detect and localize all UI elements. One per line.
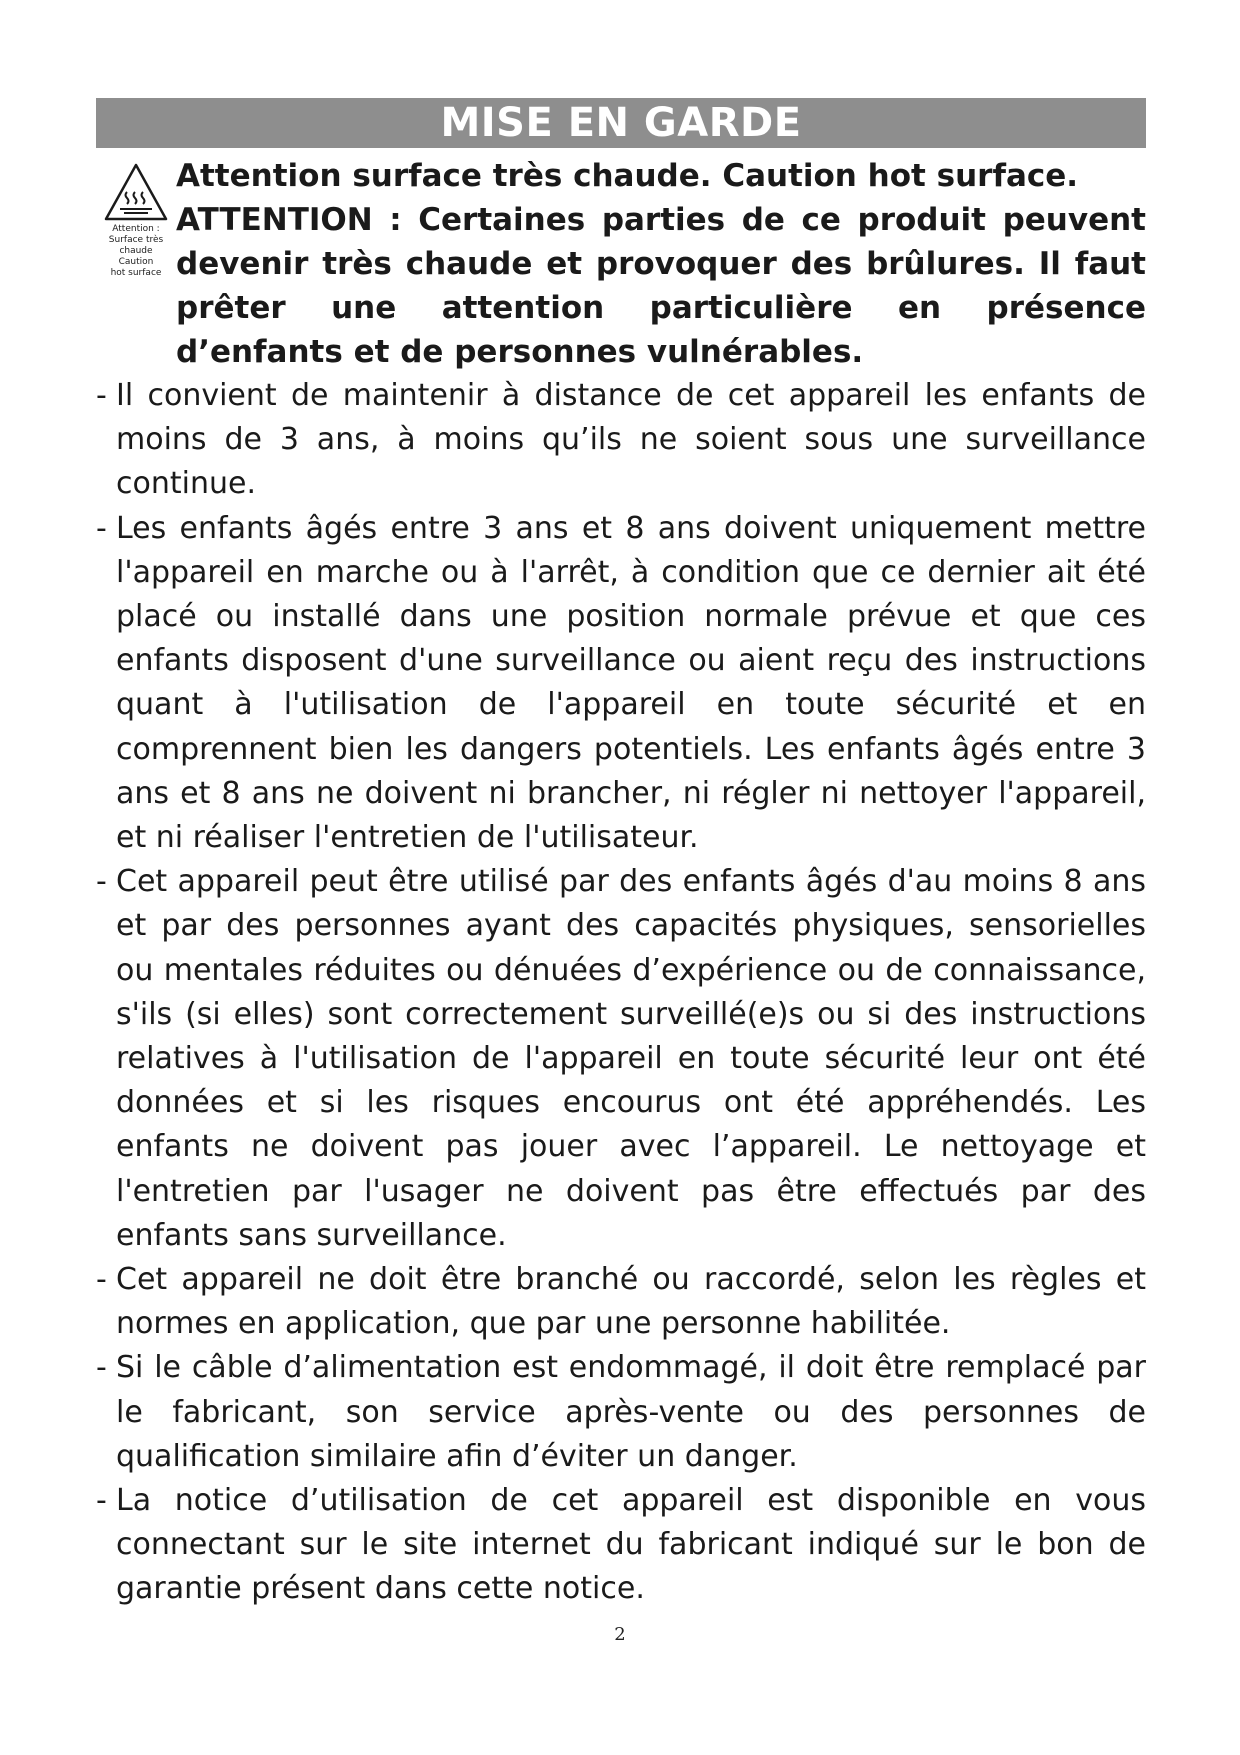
icon-caption-line: hot surface — [110, 268, 162, 278]
bullet-dash: - — [96, 510, 107, 546]
list-item — [96, 1346, 1146, 1479]
bullet-dash: - — [96, 378, 107, 413]
safety-instructions-list — [96, 374, 1146, 1612]
list-item-text: Il convient de maintenir à distance de cet appareil les enfants de moins de 3 ans, à moins qu’ils ne soient sous une surveillance continue. — [116, 378, 1146, 502]
warning-text — [176, 154, 1146, 374]
bullet-dash: - — [96, 1483, 107, 1519]
hot-surface-warning-icon — [103, 162, 169, 222]
icon-caption — [109, 224, 163, 279]
list-item-text: La notice d’utilisation de cet appareil est disponible en vous connectant sur le site internet du fabricant indiqué sur le bon de garantie présent dans cette notice. — [116, 1483, 1146, 1607]
list-item — [96, 860, 1146, 1258]
list-item — [96, 507, 1146, 861]
hot-surface-warning — [96, 154, 1146, 374]
page-number: 2 — [614, 1624, 626, 1645]
list-item-text: Les enfants âgés entre 3 ans et 8 ans doivent uniquement mettre l'appareil en marche ou à l'arrêt, à condition que ce dernier ait été placé ou installé dans une position normale prévue et que ces enfants disposent d'une surveillance ou aient reçu des instructions quant à l'utilisation de l'appareil en toute sécurité et en comprennent bien les dangers potentiels. Les enfants âgés entre 3 ans et 8 ans ne doivent ni brancher, ni régler ni nettoyer l'appareil, et ni réaliser l'entretien de l'utilisateur. — [116, 510, 1146, 856]
bullet-dash: - — [96, 1350, 107, 1386]
icon-caption-line: Attention : — [112, 224, 160, 234]
list-item-text: Si le câble d’alimentation est endommagé, il doit être remplacé par le fabricant, son service après-vente ou des personnes de qualification similaire afin d’éviter un danger. — [116, 1350, 1146, 1474]
section-title: MISE EN GARDE — [440, 100, 802, 146]
section-title-bar — [96, 98, 1146, 148]
list-item — [96, 1258, 1146, 1346]
list-item — [96, 1479, 1146, 1612]
list-item — [96, 374, 1146, 507]
warning-icon-column — [96, 154, 176, 374]
icon-caption-line: Surface très — [108, 235, 164, 245]
list-item-text: Cet appareil peut être utilisé par des enfants âgés d'au moins 8 ans et par des personnes ayant des capacités physiques, sensorielles ou mentales réduites ou dénuées d’expérience ou de connaissance, s'ils (si elles) sont correctement surveillé(e)s ou si des instructions relatives à l'utilisation de l'appareil en toute sécurité leur ont été données et si les risques encourus ont été appréhendés. Les enfants ne doivent pas jouer avec l’appareil. Le nettoyage et l'entretien par l'usager ne doivent pas être effectués par des enfants sans surveillance. — [116, 864, 1146, 1253]
bullet-dash: - — [96, 864, 107, 900]
warning-heading: Attention surface très chaude. Caution hot surface. — [176, 158, 1079, 194]
document-page — [96, 98, 1146, 1612]
warning-body: ATTENTION : Certaines parties de ce produit peuvent devenir très chaude et provoquer des brûlures. Il faut prêter une attention particulière en présence d’enfants et de personnes vulnérables. — [176, 202, 1146, 370]
list-item-text: Cet appareil ne doit être branché ou raccordé, selon les règles et normes en application, que par une personne habilitée. — [116, 1262, 1146, 1342]
icon-caption-line: Caution — [118, 257, 154, 267]
bullet-dash: - — [96, 1262, 107, 1298]
icon-caption-line: chaude — [119, 246, 153, 256]
